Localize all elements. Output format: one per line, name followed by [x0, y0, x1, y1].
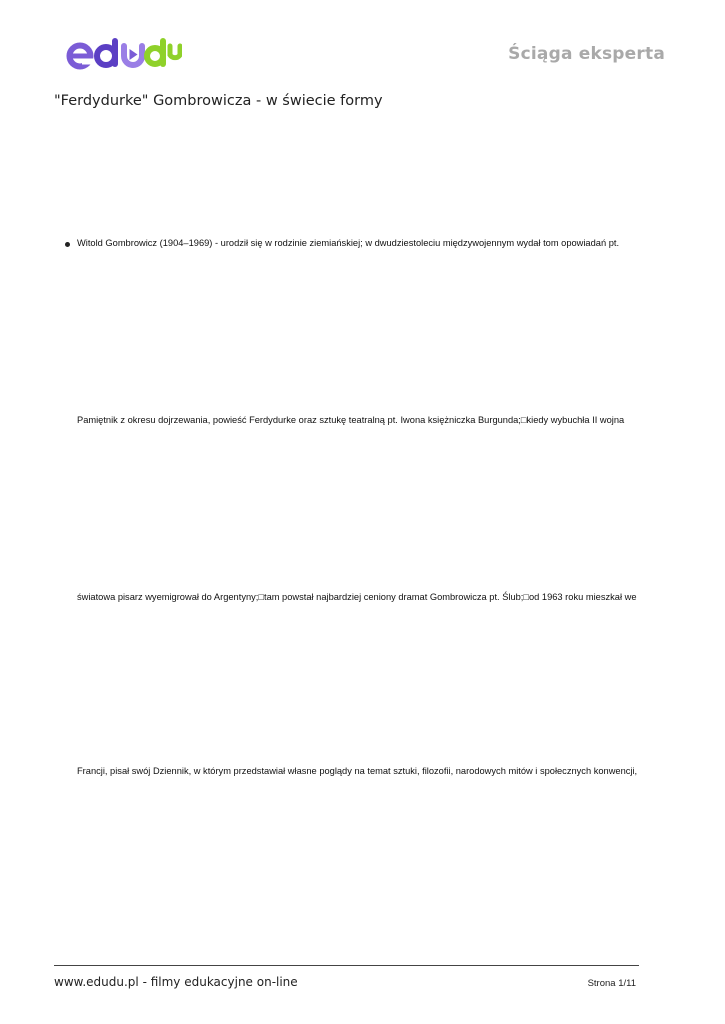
text-line-1: Witold Gombrowicz (1904–1969) - urodził się w rodzinie ziemiańskiej; w dwudziestoleciu międzywojennym wydał tom opowiadań pt.	[77, 238, 620, 248]
logo-letter-u2	[170, 46, 180, 58]
footer-site-link[interactable]: www.edudu.pl - filmy edukacyjne on-line	[54, 975, 298, 989]
logo-letter-d1	[97, 38, 118, 67]
logo-letter-u1-play	[124, 46, 142, 65]
text-line-2: Pamiętnik z okresu dojrzewania, powieść Ferdydurke oraz sztukę teatralną pt. Iwona księżniczka Burgunda;□kiedy wybuchła II wojna	[77, 415, 625, 425]
logo-letter-d2	[147, 38, 166, 67]
header-tagline: Ściąga eksperta	[508, 44, 665, 64]
footer-divider	[54, 965, 639, 966]
text-line-3: światowa pisarz wyemigrował do Argentyny;□tam powstał najbardziej ceniony dramat Gombrowicza pt. Ślub;□od 1963 roku mieszkał we	[77, 592, 637, 602]
document-title: "Ferdydurke" Gombrowicza - w świecie formy	[54, 93, 383, 109]
edudu-logo	[62, 34, 182, 74]
bullet-icon	[65, 242, 70, 247]
logo-letter-e	[69, 46, 94, 67]
page-number: Strona 1/11	[587, 978, 636, 989]
text-line-4: Francji, pisał swój Dziennik, w którym przedstawiał własne poglądy na temat sztuki, filozofii, narodowych mitów i społecznych konwencji,	[77, 766, 638, 776]
